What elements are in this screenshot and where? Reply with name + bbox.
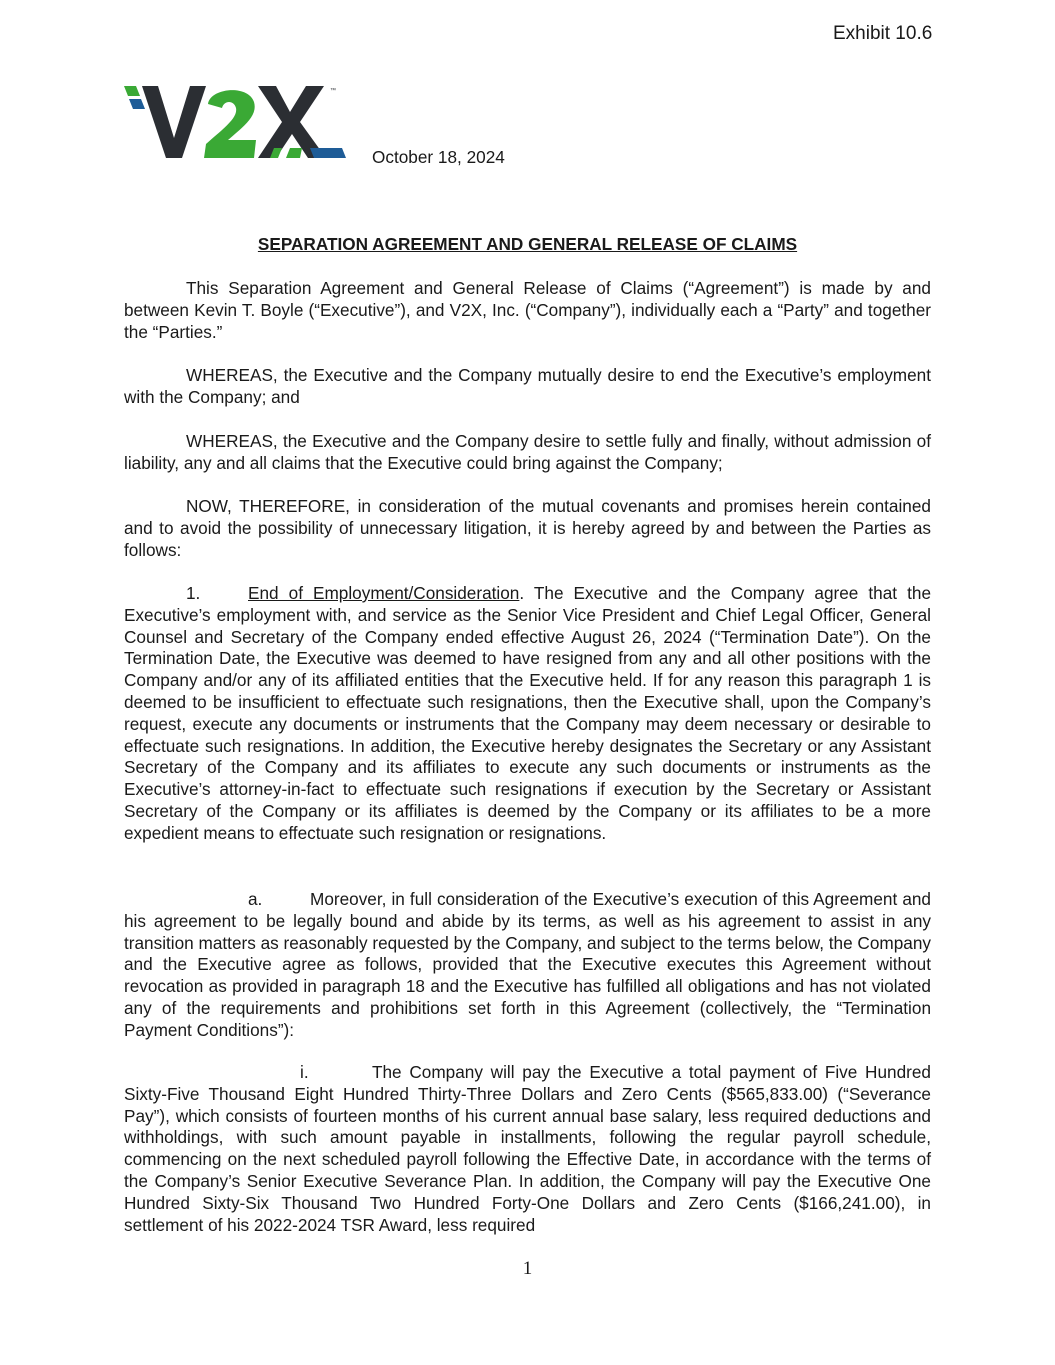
section-1-heading: End of Employment/Consideration [248,583,520,603]
section-1-body: . The Executive and the Company agree that the Executive’s employment with, and service as the Senior Vice President and Chief Legal Officer, General Counsel and Secretary of the Company ended effective August 26, 2024 (“Termination Date”). On the Termination Date, the Executive was deemed to have resigned from any and all other positions with the Company and/or any of its affiliated entities that the Executive held. If for any reason this paragraph 1 is deemed to be insufficient to effectuate such resignations, then the Executive shall, upon the Company’s request, execute any documents or instruments that the Company may deem necessary or desirable to effectuate such resignations. In addition, the Executive hereby designates the Secretary or any Assistant Secretary of the Company and its affiliates to execute any such documents or instruments as the Executive’s attorney-in-fact to effectuate such resignations if execution by the Secretary or Assistant Secretary of the Company or its affiliates is deemed by the Company or its affiliates to be a more expedient means to effectuate such resignation or resignations. [124,583,931,843]
letter-date: October 18, 2024 [372,147,505,167]
page-number: 1 [522,1258,533,1279]
subsection-i-number: i. [300,1062,309,1082]
v2x-logo [124,82,348,164]
subsection-a-body: Moreover, in full consideration of the Executive’s execution of this Agreement and his agreement to be legally bound and abide by its terms, as well as his agreement to assist in any transition matters as reasonably requested by the Company, and subject to the terms below, the Company and the Executive agree as follows, provided that the Executive executes this Agreement without revocation as provided in paragraph 18 and the Executive has fulfilled all obligations and has not violated any of the requirements and prohibitions set forth in this Agreement (collectively, the “Termination Payment Conditions”): [124,889,931,1040]
exhibit-label: Exhibit 10.6 [833,23,933,44]
subsection-i-body: The Company will pay the Executive a total payment of Five Hundred Sixty-Five Thousand Eight Hundred Thirty-Three Dollars and Zero Cents ($565,833.00) (“Severance Pay”), which consists of fourteen months of his current annual base salary, less required deductions and withholdings, with such amount payable in installments, following the regular payroll schedule, commencing on the next scheduled payroll following the Effective Date, in accordance with the terms of the Company’s Senior Executive Severance Plan. In addition, the Company will pay the Executive One Hundred Sixty-Six Thousand Two Hundred Forty-One Dollars and Zero Cents ($166,241.00), in settlement of his 2022-2024 TSR Award, less required [124,1062,931,1235]
section-1-paragraph [124,583,931,845]
now-therefore-paragraph: NOW, THEREFORE, in consideration of the mutual covenants and promises herein contained and to avoid the possibility of unnecessary litigation, it is hereby agreed by and between the Parties as follows: [124,496,931,560]
subsection-a-paragraph [124,889,931,1042]
intro-paragraph: This Separation Agreement and General Release of Claims (“Agreement”) is made by and between Kevin T. Boyle (“Executive”), and V2X, Inc. (“Company”), individually each a “Party” and together the “Parties.” [124,278,931,342]
whereas-paragraph-1: WHEREAS, the Executive and the Company mutually desire to end the Executive’s employment with the Company; and [124,365,931,407]
document-title: SEPARATION AGREEMENT AND GENERAL RELEASE OF CLAIMS [257,234,798,254]
whereas-paragraph-2: WHEREAS, the Executive and the Company desire to settle fully and finally, without admission of liability, any and all claims that the Executive could bring against the Company; [124,431,931,473]
subsection-i-paragraph [124,1062,931,1236]
svg-text:™: ™ [330,88,336,94]
subsection-a-number: a. [248,889,263,909]
section-1-number: 1. [186,583,201,603]
